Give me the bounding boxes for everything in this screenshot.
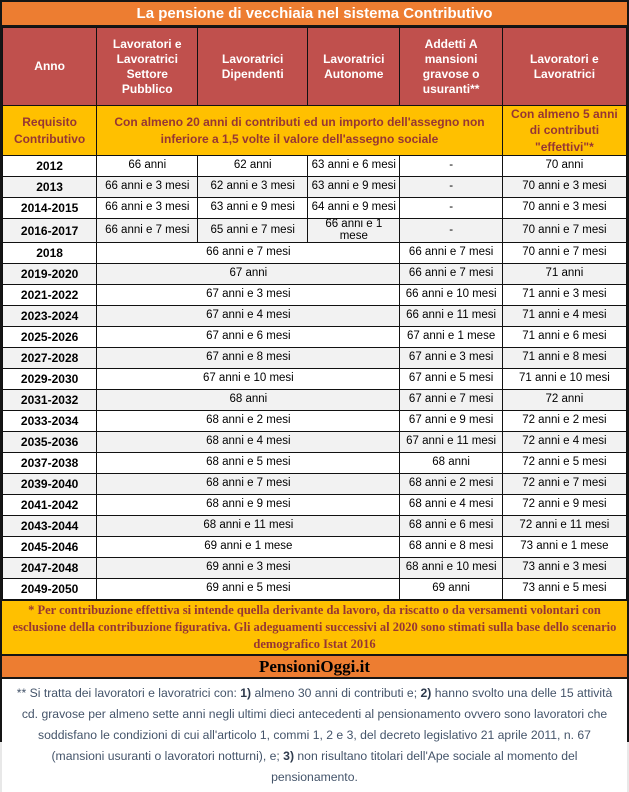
cell-lavoratori: 71 anni e 4 mesi [502, 306, 626, 327]
cell-lavoratori: 72 anni e 5 mesi [502, 453, 626, 474]
cell-anno: 2029-2030 [3, 369, 97, 390]
table-row [3, 285, 627, 306]
cell-gravose: 66 anni e 10 mesi [400, 285, 502, 306]
page-title: La pensione di vecchiaia nel sistema Contributivo [2, 2, 627, 27]
cell-anno: 2021-2022 [3, 285, 97, 306]
cell-anno: 2045-2046 [3, 537, 97, 558]
cell-anno: 2035-2036 [3, 432, 97, 453]
cell-anno: 2049-2050 [3, 579, 97, 600]
cell-dipendenti: 65 anni e 7 mesi [198, 219, 308, 243]
cell-lavoratori: 72 anni e 9 mesi [502, 495, 626, 516]
cell-all-categories: 67 anni e 3 mesi [97, 285, 400, 306]
cell-gravose: 68 anni e 4 mesi [400, 495, 502, 516]
cell-gravose: - [400, 198, 502, 219]
cell-all-categories: 68 anni e 2 mesi [97, 411, 400, 432]
cell-lavoratori: 71 anni e 8 mesi [502, 348, 626, 369]
footnote-effective-contribution: * Per contribuzione effettiva si intende quella derivante da lavoro, da riscatto o da versamenti volontari con esclusione della contribuzione figurativa. Gli adeguamenti successivi al 2020 sono stimati sulla base dello scenario demografico Istat 2016 [2, 600, 627, 654]
footnote-text-segment: ** Si tratta dei lavoratori e lavoratrici con: [16, 686, 241, 700]
cell-autonome: 66 anni e 1 mese [308, 219, 400, 243]
cell-lavoratori: 73 anni e 3 mesi [502, 558, 626, 579]
cell-all-categories: 67 anni e 8 mesi [97, 348, 400, 369]
cell-lavoratori: 70 anni e 7 mesi [502, 219, 626, 243]
cell-lavoratori: 73 anni e 1 mese [502, 537, 626, 558]
cell-anno: 2012 [3, 156, 97, 177]
cell-gravose: 66 anni e 7 mesi [400, 264, 502, 285]
table-row [3, 156, 627, 177]
table-row [3, 219, 627, 243]
cell-lavoratori: 71 anni e 10 mesi [502, 369, 626, 390]
requirement-right-text: Con almeno 5 anni di contributi "effettivi"* [502, 106, 626, 156]
table-row [3, 369, 627, 390]
cell-lavoratori: 72 anni e 4 mesi [502, 432, 626, 453]
cell-anno: 2023-2024 [3, 306, 97, 327]
col-header-dipendenti: Lavoratrici Dipendenti [198, 28, 308, 106]
cell-gravose: 69 anni [400, 579, 502, 600]
cell-anno: 2016-2017 [3, 219, 97, 243]
footnote-text-segment: hanno svolto una delle 15 attività cd. gravose per almeno sette anni negli ultimi dieci antecedenti al pensionamento ovvero sono lavoratori che soddisfano le condizioni di cui all'articolo 1, commi 1, 2 e 3, del decreto legislativo 21 aprile 2011, n. 67 (mansioni usuranti o lavoratori notturni), e; [21, 686, 613, 763]
footnote-text-segment: almeno 30 anni di contributi e; [251, 686, 421, 700]
cell-gravose: - [400, 219, 502, 243]
cell-lavoratori: 70 anni e 3 mesi [502, 177, 626, 198]
cell-all-categories: 69 anni e 5 mesi [97, 579, 400, 600]
cell-gravose: 67 anni e 1 mese [400, 327, 502, 348]
brand-banner: PensioniOggi.it [2, 654, 627, 679]
table-row [3, 516, 627, 537]
cell-autonome: 63 anni e 6 mesi [308, 156, 400, 177]
cell-all-categories: 69 anni e 3 mesi [97, 558, 400, 579]
cell-lavoratori: 72 anni [502, 390, 626, 411]
cell-anno: 2047-2048 [3, 558, 97, 579]
table-header-row [3, 28, 627, 106]
table-row [3, 432, 627, 453]
requirement-main-text: Con almeno 20 anni di contributi ed un importo dell'assegno non inferiore a 1,5 volte il valore dell'assegno sociale [97, 106, 503, 156]
cell-gravose: 68 anni e 6 mesi [400, 516, 502, 537]
cell-anno: 2014-2015 [3, 198, 97, 219]
cell-lavoratori: 70 anni [502, 156, 626, 177]
cell-anno: 2041-2042 [3, 495, 97, 516]
cell-dipendenti: 62 anni e 3 mesi [198, 177, 308, 198]
pension-table [2, 27, 627, 600]
cell-dipendenti: 62 anni [198, 156, 308, 177]
cell-lavoratori: 71 anni e 3 mesi [502, 285, 626, 306]
footnote-bold-marker: 2) [420, 686, 432, 700]
requirement-row [3, 106, 627, 156]
cell-lavoratori: 71 anni e 6 mesi [502, 327, 626, 348]
table-row [3, 177, 627, 198]
table-row [3, 348, 627, 369]
cell-settore-pubblico: 66 anni [97, 156, 198, 177]
cell-all-categories: 68 anni e 11 mesi [97, 516, 400, 537]
footnote-text-segment: non risultano titolari dell'Ape sociale al momento del pensionamento. [271, 748, 578, 784]
cell-lavoratori: 70 anni e 7 mesi [502, 243, 626, 264]
col-header-lavoratori: Lavoratori e Lavoratrici [502, 28, 626, 106]
cell-gravose: 67 anni e 11 mesi [400, 432, 502, 453]
cell-lavoratori: 72 anni e 7 mesi [502, 474, 626, 495]
cell-lavoratori: 72 anni e 11 mesi [502, 516, 626, 537]
cell-gravose: - [400, 156, 502, 177]
cell-gravose: 68 anni e 2 mesi [400, 474, 502, 495]
cell-gravose: 67 anni e 3 mesi [400, 348, 502, 369]
cell-gravose: - [400, 177, 502, 198]
cell-all-categories: 68 anni [97, 390, 400, 411]
cell-all-categories: 68 anni e 4 mesi [97, 432, 400, 453]
footnote-bold-marker: 1) [240, 686, 252, 700]
cell-gravose: 68 anni e 10 mesi [400, 558, 502, 579]
table-row [3, 558, 627, 579]
cell-anno: 2033-2034 [3, 411, 97, 432]
cell-gravose: 67 anni e 9 mesi [400, 411, 502, 432]
cell-settore-pubblico: 66 anni e 3 mesi [97, 177, 198, 198]
table-row [3, 579, 627, 600]
cell-gravose: 68 anni [400, 453, 502, 474]
cell-anno: 2037-2038 [3, 453, 97, 474]
cell-gravose: 66 anni e 11 mesi [400, 306, 502, 327]
footnote-bold-marker: 3) [283, 748, 295, 763]
cell-anno: 2039-2040 [3, 474, 97, 495]
table-row [3, 495, 627, 516]
cell-all-categories: 68 anni e 5 mesi [97, 453, 400, 474]
table-row [3, 243, 627, 264]
cell-all-categories: 66 anni e 7 mesi [97, 243, 400, 264]
cell-settore-pubblico: 66 anni e 3 mesi [97, 198, 198, 219]
table-row [3, 327, 627, 348]
cell-gravose: 68 anni e 8 mesi [400, 537, 502, 558]
cell-gravose: 67 anni e 7 mesi [400, 390, 502, 411]
pension-table-body [3, 156, 627, 600]
table-row [3, 264, 627, 285]
cell-lavoratori: 71 anni [502, 264, 626, 285]
footnote-gravose-text [12, 683, 617, 788]
cell-anno: 2013 [3, 177, 97, 198]
cell-anno: 2031-2032 [3, 390, 97, 411]
cell-lavoratori: 70 anni e 3 mesi [502, 198, 626, 219]
cell-autonome: 64 anni e 9 mesi [308, 198, 400, 219]
table-row [3, 537, 627, 558]
footnote-gravose-definition [2, 679, 627, 792]
table-row [3, 474, 627, 495]
col-header-anno: Anno [3, 28, 97, 106]
cell-lavoratori: 73 anni e 5 mesi [502, 579, 626, 600]
cell-anno: 2019-2020 [3, 264, 97, 285]
cell-all-categories: 67 anni e 4 mesi [97, 306, 400, 327]
col-header-autonome: Lavoratrici Autonome [308, 28, 400, 106]
col-header-settore-pubblico: Lavoratori e Lavoratrici Settore Pubblico [97, 28, 198, 106]
cell-autonome: 63 anni e 9 mesi [308, 177, 400, 198]
cell-anno: 2025-2026 [3, 327, 97, 348]
cell-all-categories: 69 anni e 1 mese [97, 537, 400, 558]
cell-dipendenti: 63 anni e 9 mesi [198, 198, 308, 219]
cell-gravose: 67 anni e 5 mesi [400, 369, 502, 390]
requirement-label: Requisito Contributivo [3, 106, 97, 156]
cell-gravose: 66 anni e 7 mesi [400, 243, 502, 264]
cell-anno: 2018 [3, 243, 97, 264]
cell-anno: 2027-2028 [3, 348, 97, 369]
table-row [3, 453, 627, 474]
cell-all-categories: 67 anni [97, 264, 400, 285]
cell-all-categories: 67 anni e 6 mesi [97, 327, 400, 348]
table-row [3, 390, 627, 411]
table-row [3, 411, 627, 432]
cell-anno: 2043-2044 [3, 516, 97, 537]
cell-all-categories: 67 anni e 10 mesi [97, 369, 400, 390]
cell-all-categories: 68 anni e 7 mesi [97, 474, 400, 495]
table-row [3, 306, 627, 327]
cell-all-categories: 68 anni e 9 mesi [97, 495, 400, 516]
cell-settore-pubblico: 66 anni e 7 mesi [97, 219, 198, 243]
table-row [3, 198, 627, 219]
cell-lavoratori: 72 anni e 2 mesi [502, 411, 626, 432]
col-header-gravose: Addetti A mansioni gravose o usuranti** [400, 28, 502, 106]
